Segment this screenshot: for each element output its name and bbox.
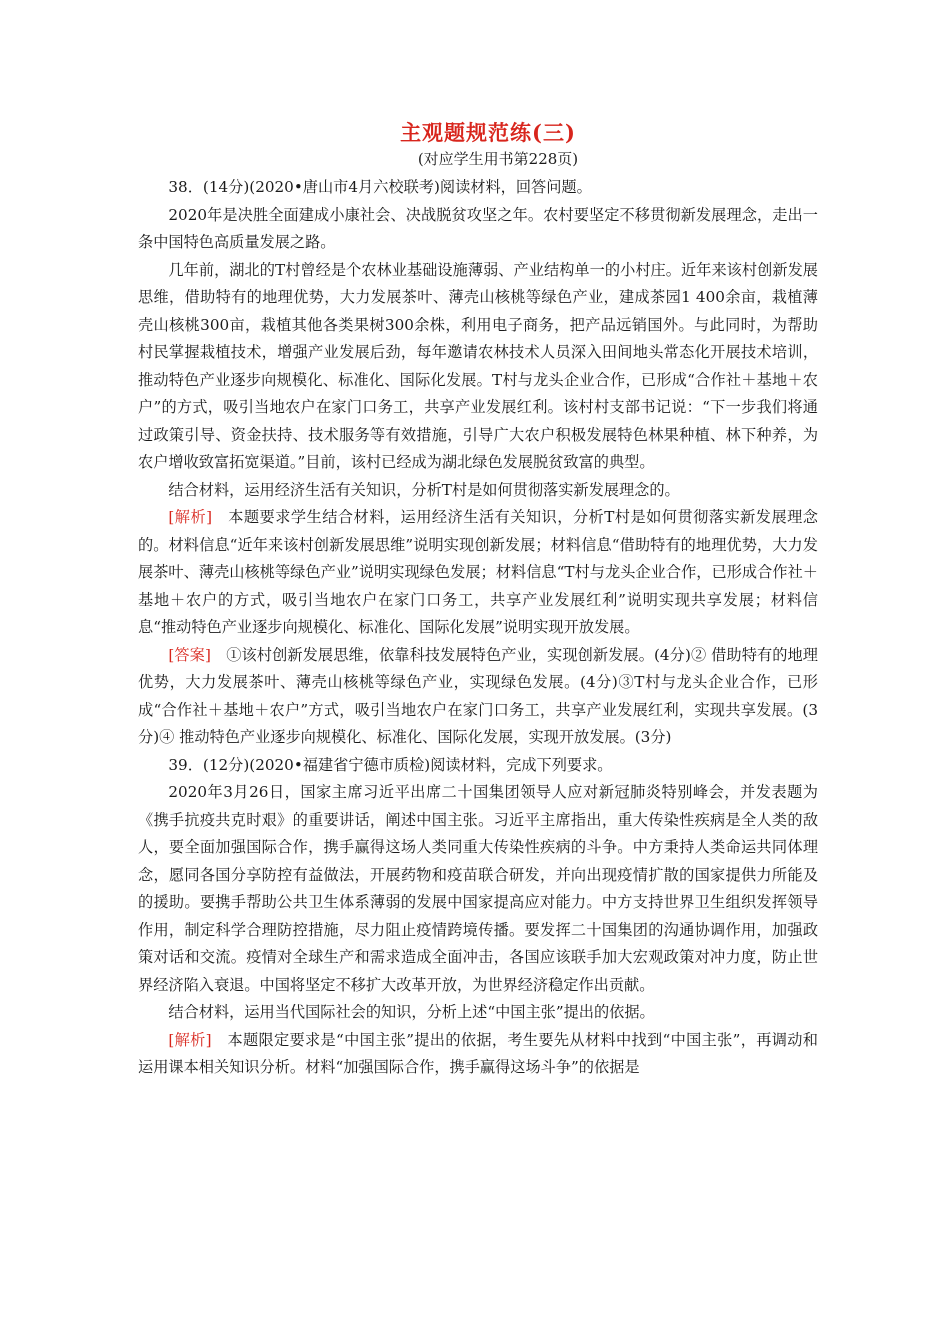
question-38-answer (138, 642, 818, 752)
question-39-head: 39．(12分)(2020•福建省宁德市质检)阅读材料，完成下列要求。 (168, 755, 613, 774)
question-38-prompt: 结合材料，运用经济生活有关知识，分析T村是如何贯彻落实新发展理念的。 (168, 480, 680, 499)
question-39-material-1: 2020年3月26日，国家主席习近平出席二十国集团领导人应对新冠肺炎特别峰会，并发表题为《携手抗疫共克时艰》的重要讲话，阐述中国主张。习近平主席指出，重大传染性疾病是全人类的敌人，要全面加强国际合作，携手赢得这场人类同重大传染性疾病的斗争。中方秉持人类命运共同体理念，愿同各国分享防控有益做法，开展药物和疫苗联合研发，并向出现疫情扩散的国家提供力所能及的援助。要携手帮助公共卫生体系薄弱的发展中国家提高应对能力。中方支持世界卫生组织发挥领导作用，制定科学合理防控措施，尽力阻止疫情跨境传播。要发挥二十国集团的沟通协调作用，加强政策对话和交流。疫情对全球生产和需求造成全面冲击，各国应该联手加大宏观政策对冲力度，防止世界经济陷入衰退。中国将坚定不移扩大改革开放，为世界经济稳定作出贡献。 (138, 783, 818, 994)
answer-text: ①该村创新发展思维，依靠科技发展特色产业，实现创新发展。(4分)② 借助特有的地理优势，大力发展茶叶、薄壳山核桃等绿色产业，实现绿色发展。(4分)③T村与龙头企业合作，已形成“合作社＋基地＋农户”方式，吸引当地农户在家门口务工，共享产业发展红利，实现共享发展。(3分)④ 推动特色产业逐步向规模化、标准化、国际化发展，实现开放发展。(3分) (138, 645, 818, 746)
question-38-material-1: 2020年是决胜全面建成小康社会、决战脱贫攻坚之年。农村要坚定不移贯彻新发展理念，走出一条中国特色高质量发展之路。 (138, 205, 818, 251)
question-38-material-2: 几年前，湖北的T村曾经是个农林业基础设施薄弱、产业结构单一的小村庄。近年来该村创新发展思维，借助特有的地理优势，大力发展茶叶、薄壳山核桃等绿色产业，建成茶园1 400余亩，栽植薄壳山核桃300亩，栽植其他各类果树300余株，利用电子商务，把产品远销国外。与此同时，为帮助村民掌握栽植技术，增强产业发展后劲，每年邀请农林技术人员深入田间地头常态化开展技术培训，推动特色产业逐步向规模化、标准化、国际化发展。T村与龙头企业合作，已形成“合作社＋基地＋农户”的方式，吸引当地农户在家门口务工，共享产业发展红利。该村村支部书记说：“下一步我们将通过政策引导、资金扶持、技术服务等有效措施，引导广大农户积极发展特色林果种植、林下种养，为农户增收致富拓宽渠道。”目前，该村已经成为湖北绿色发展脱贫致富的典型。 (138, 260, 818, 471)
analysis-text: 本题要求学生结合材料，运用经济生活有关知识，分析T村是如何贯彻落实新发展理念的。材料信息“近年来该村创新发展思维”说明实现创新发展；材料信息“借助特有的地理优势，大力发展茶叶、薄壳山核桃等绿色产业”说明实现绿色发展；材料信息“T村与龙头企业合作，已形成合作社＋基地＋农户的方式，吸引当地农户在家门口务工，共享产业发展红利”说明实现共享发展；材料信息“推动特色产业逐步向规模化、标准化、国际化发展”说明实现开放发展。 (138, 508, 818, 636)
question-39-prompt: 结合材料，运用当代国际社会的知识，分析上述“中国主张”提出的依据。 (168, 1003, 655, 1021)
page-title: 主观题规范练(三) (400, 120, 576, 145)
page-subtitle: (对应学生用书第228页) (417, 150, 579, 168)
answer-tag: [答案] (168, 645, 211, 664)
analysis-tag: [解析] (168, 1030, 212, 1049)
question-38-head: 38．(14分)(2020•唐山市4月六校联考)阅读材料，回答问题。 (168, 178, 592, 196)
analysis-text: 本题限定要求是“中国主张”提出的依据，考生要先从材料中找到“中国主张”，再调动和运用课本相关知识分析。材料“加强国际合作，携手赢得这场斗争”的依据是 (138, 1030, 818, 1076)
analysis-tag: [解析] (168, 508, 213, 526)
document-page (138, 118, 818, 1082)
question-39-analysis (138, 1027, 818, 1082)
question-38-analysis (138, 504, 818, 642)
